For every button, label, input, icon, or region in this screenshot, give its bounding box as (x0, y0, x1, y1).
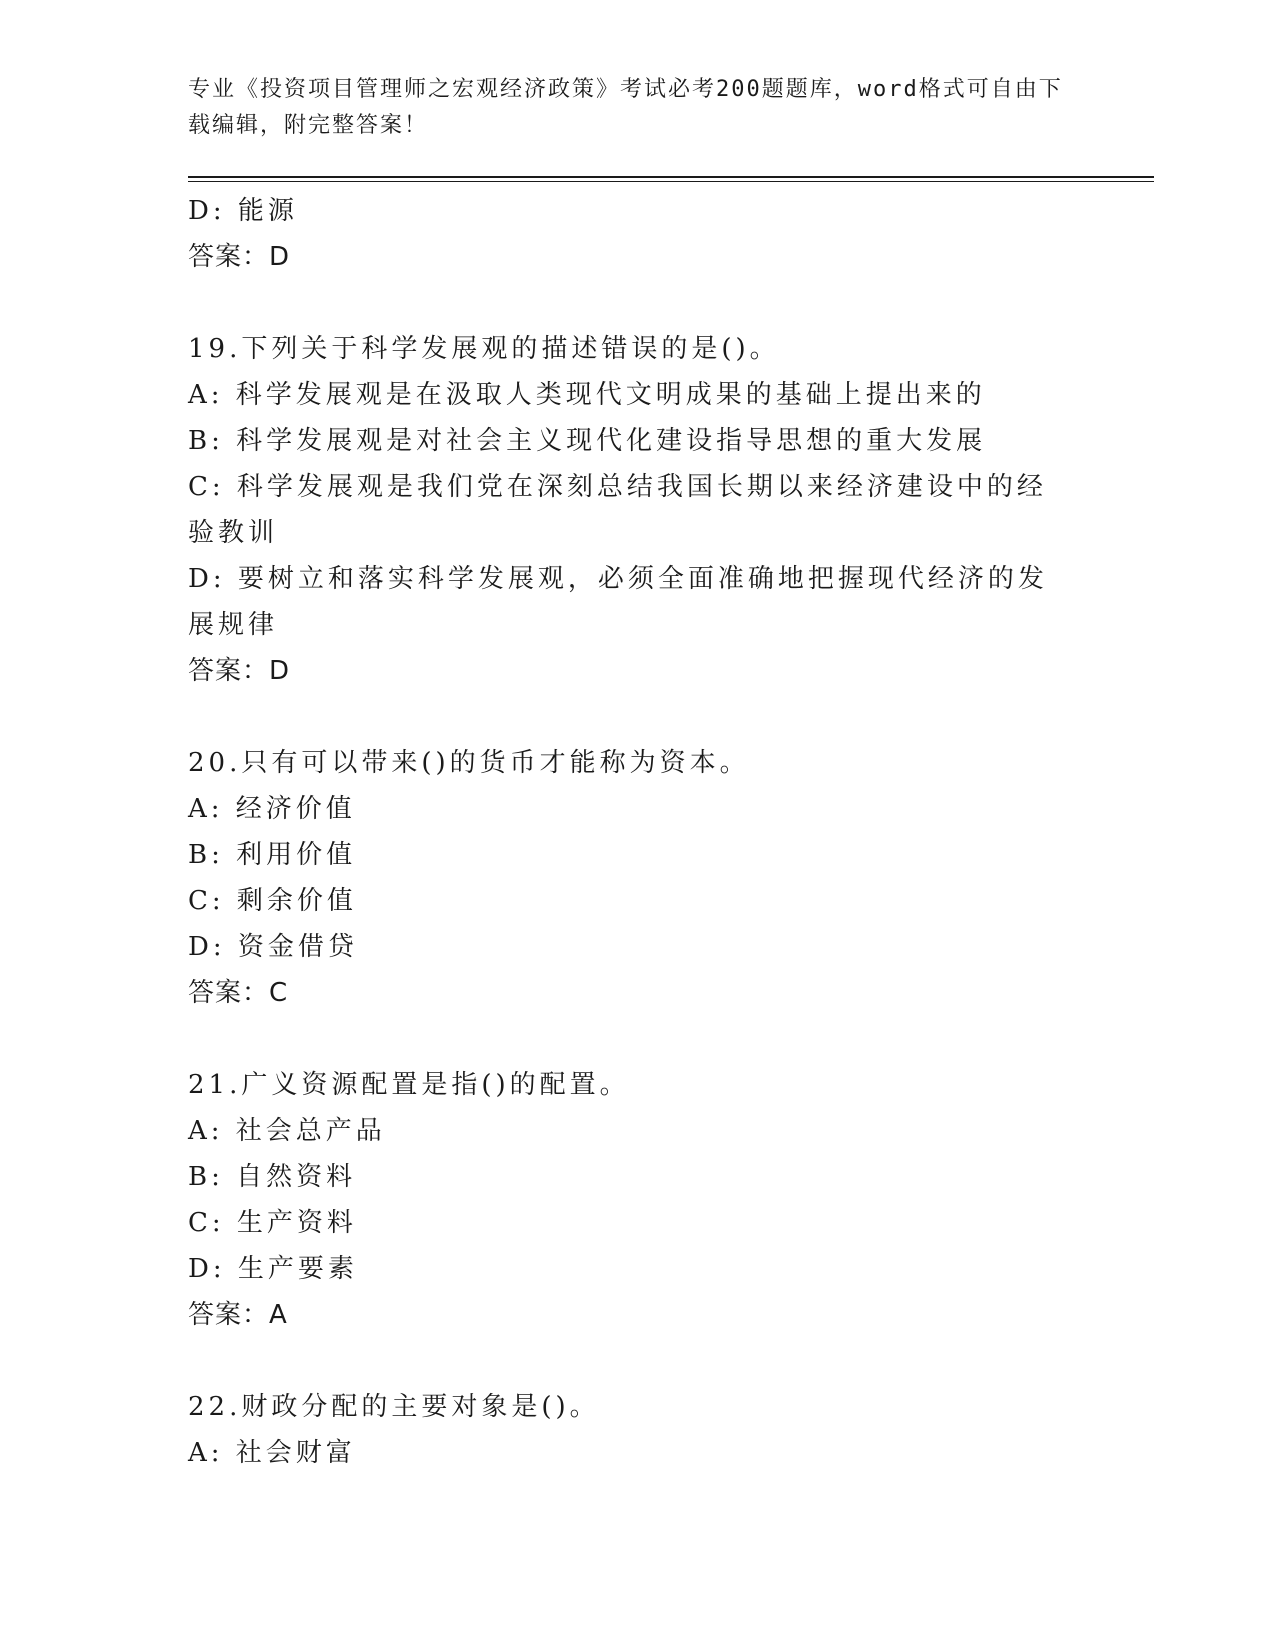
answer: 答案：A (188, 1300, 288, 1330)
option-d: D: 能源 (188, 196, 298, 226)
spacer (188, 1338, 1068, 1384)
option-b: B: 自然资料 (188, 1162, 357, 1192)
question-22 (188, 1384, 1068, 1476)
answer: 答案：D (188, 242, 291, 272)
option-d: D: 要树立和落实科学发展观，必须全面准确地把握现代经济的发展规律 (188, 564, 1048, 640)
option-b: B: 利用价值 (188, 840, 357, 870)
option-c: C: 剩余价值 (188, 886, 357, 916)
option-d: D: 资金借贷 (188, 932, 358, 962)
question-19 (188, 326, 1068, 694)
header-divider-thick (188, 176, 1154, 178)
answer: 答案：C (188, 978, 289, 1008)
question-list (188, 188, 1068, 1476)
option-a: A: 社会总产品 (188, 1116, 386, 1146)
option-b: B: 科学发展观是对社会主义现代化建设指导思想的重大发展 (188, 426, 987, 456)
option-a: A: 社会财富 (188, 1438, 356, 1468)
document-header: 专业《投资项目管理师之宏观经济政策》考试必考200题题库，word格式可自由下载编辑，附完整答案！ (188, 77, 1063, 138)
spacer (188, 1016, 1068, 1062)
question-text: 21.广义资源配置是指()的配置。 (188, 1070, 630, 1100)
spacer (188, 280, 1068, 326)
question-18-tail (188, 188, 1068, 280)
question-text: 20.只有可以带来()的货币才能称为资本。 (188, 748, 750, 778)
question-text: 22.财政分配的主要对象是()。 (188, 1392, 600, 1422)
option-c: C: 生产资料 (188, 1208, 357, 1238)
spacer (188, 694, 1068, 740)
option-d: D: 生产要素 (188, 1254, 358, 1284)
option-c: C: 科学发展观是我们党在深刻总结我国长期以来经济建设中的经验教训 (188, 472, 1047, 548)
question-20 (188, 740, 1068, 1016)
answer: 答案：D (188, 656, 291, 686)
question-21 (188, 1062, 1068, 1338)
option-a: A: 经济价值 (188, 794, 356, 824)
option-a: A: 科学发展观是在汲取人类现代文明成果的基础上提出来的 (188, 380, 986, 410)
question-text: 19.下列关于科学发展观的描述错误的是()。 (188, 334, 780, 364)
header-divider-thin (188, 181, 1154, 182)
